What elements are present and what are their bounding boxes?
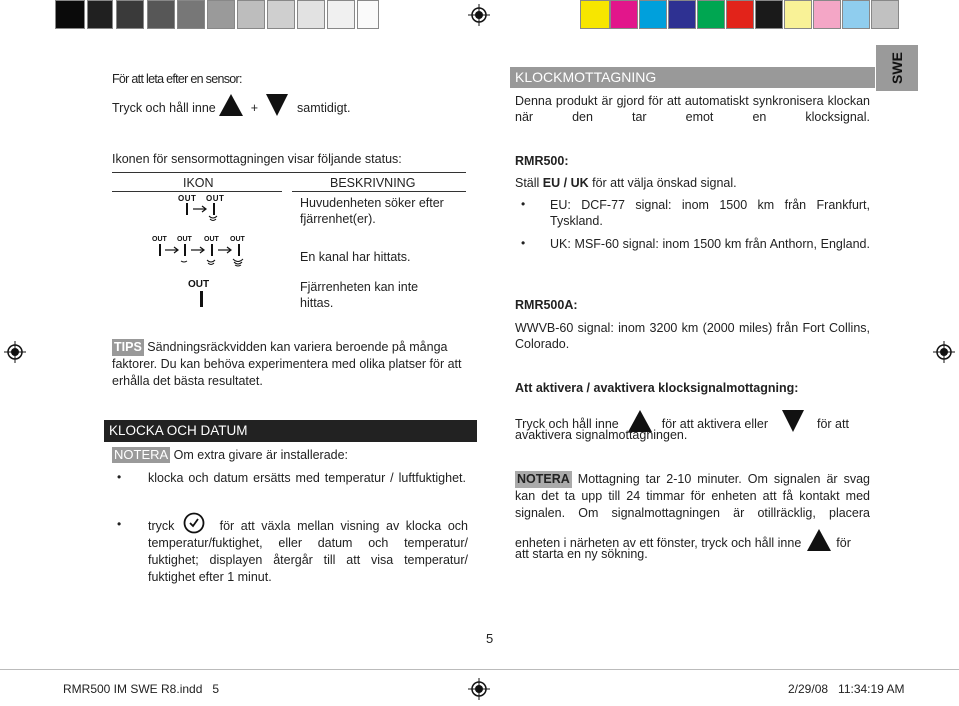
gray-swatch bbox=[87, 0, 113, 29]
language-tab-label: SWE bbox=[889, 52, 905, 84]
search-instruction-pre: Tryck och håll inne bbox=[112, 101, 216, 115]
activate-pre: Tryck och håll inne bbox=[515, 417, 619, 431]
signal-eu: EU: DCF-77 signal: inom 1500 km från Frankfurt, Tyskland. bbox=[550, 198, 870, 228]
search-heading: För att leta efter en sensor: bbox=[112, 72, 242, 86]
color-swatch bbox=[726, 0, 754, 29]
out-label: OUT bbox=[188, 279, 210, 290]
gray-swatch bbox=[267, 0, 295, 29]
out-label: OUT bbox=[178, 194, 197, 203]
out-label: OUT bbox=[152, 236, 167, 243]
color-swatch bbox=[697, 0, 725, 29]
activate-post: för att bbox=[816, 417, 849, 431]
rmr500a-text: WWVB-60 signal: inom 3200 km (2000 miles) från Fort Collins, Colorado. bbox=[515, 321, 870, 351]
table-row-description: Fjärrenheten kan inte hittas. bbox=[300, 280, 419, 310]
color-swatch bbox=[813, 0, 841, 29]
search-instruction-post: samtidigt. bbox=[297, 101, 351, 115]
clock-bullet-2 bbox=[148, 518, 468, 586]
down-arrow-button-icon bbox=[266, 94, 288, 116]
tips-paragraph bbox=[112, 339, 472, 390]
gray-swatch bbox=[237, 0, 265, 29]
clock-bullet-1: klocka och datum ersätts med temperatur / luftfuktighet. bbox=[148, 471, 466, 485]
sensor-searching-icon bbox=[176, 194, 225, 228]
signal-uk: UK: MSF-60 signal: inom 1500 km från Anthorn, England. bbox=[550, 237, 870, 251]
gray-swatch bbox=[116, 0, 144, 29]
down-arrow-button-icon bbox=[782, 410, 804, 432]
footer-rule bbox=[0, 669, 959, 670]
clock-note bbox=[112, 447, 348, 463]
table-header-rule bbox=[112, 191, 282, 192]
color-swatch bbox=[610, 0, 638, 29]
clock-button-icon bbox=[183, 512, 205, 534]
up-arrow-button-icon bbox=[219, 94, 243, 116]
registration-mark-icon bbox=[468, 4, 490, 26]
activate-line-2: avaktivera signalmottagningen. bbox=[515, 428, 688, 442]
grayscale-bar bbox=[55, 0, 380, 30]
registration-mark-icon bbox=[468, 678, 490, 700]
reception-intro: Denna produkt är gjord för att automatiskt synkronisera klockan när den tar emot en klocksignal. bbox=[515, 94, 870, 124]
rmr500a-title: RMR500A: bbox=[515, 298, 578, 312]
color-swatch bbox=[842, 0, 870, 29]
gray-swatch bbox=[55, 0, 85, 29]
gray-swatch bbox=[207, 0, 235, 29]
bullet-marker: • bbox=[117, 470, 122, 484]
clock-note-text: Om extra givare är installerade: bbox=[173, 448, 349, 462]
rmr500-instruction-pre: Ställ bbox=[515, 176, 543, 190]
note-label: NOTERA bbox=[517, 472, 570, 486]
out-label: OUT bbox=[177, 236, 192, 243]
page-number: 5 bbox=[486, 631, 494, 646]
rmr500-title: RMR500: bbox=[515, 154, 569, 168]
table-header-rule bbox=[292, 191, 466, 192]
up-arrow-button-icon bbox=[807, 529, 831, 551]
gray-swatch bbox=[297, 0, 325, 29]
rmr500-instruction-post: för att välja önskad signal. bbox=[588, 176, 737, 190]
section-heading-clock-reception: KLOCKMOTTAGNING bbox=[510, 67, 875, 88]
color-swatch bbox=[784, 0, 812, 29]
gray-swatch bbox=[327, 0, 355, 29]
status-intro: Ikonen för sensormottagningen visar följande status: bbox=[112, 152, 402, 166]
color-swatch bbox=[580, 0, 610, 29]
section-heading-clock: KLOCKA OCH DATUM bbox=[104, 420, 477, 442]
color-swatch bbox=[639, 0, 667, 29]
channel-found-icon bbox=[150, 234, 252, 270]
table-header-description: BESKRIVNING bbox=[330, 176, 416, 190]
rmr500-instruction bbox=[515, 175, 737, 191]
registration-mark-icon bbox=[4, 341, 26, 363]
table-header-icon: IKON bbox=[183, 176, 214, 190]
note-label: NOTERA bbox=[114, 447, 169, 462]
footer-date: 2/29/08 11:34:19 AM bbox=[788, 682, 905, 696]
color-swatch bbox=[755, 0, 783, 29]
remote-not-found-icon bbox=[187, 277, 215, 311]
activate-title: Att aktivera / avaktivera klocksignalmottagning: bbox=[515, 381, 799, 395]
footer-file: RMR500 IM SWE R8.indd 5 bbox=[63, 682, 220, 696]
activate-mid: för att aktivera eller bbox=[661, 417, 769, 431]
color-swatch bbox=[871, 0, 899, 29]
bullet-marker: • bbox=[117, 517, 122, 531]
color-bar bbox=[580, 0, 905, 30]
reception-note-line-5: att starta en ny sökning. bbox=[515, 547, 648, 561]
out-label: OUT bbox=[206, 194, 225, 203]
color-swatch bbox=[668, 0, 696, 29]
search-instruction bbox=[112, 94, 351, 120]
out-label: OUT bbox=[204, 236, 219, 243]
reception-note-line-4-post: för bbox=[836, 536, 851, 550]
reception-note bbox=[515, 471, 870, 522]
bullet-marker: • bbox=[521, 236, 526, 250]
table-row-description: En kanal har hittats. bbox=[300, 250, 411, 264]
rmr500-instruction-switch: EU / UK bbox=[542, 176, 589, 190]
reception-note-line-4-pre: enheten i närheten av ett fönster, tryck och håll inne bbox=[515, 536, 802, 550]
gray-swatch bbox=[357, 0, 379, 29]
table-row-description: Huvudenheten söker efter fjärrenhet(er). bbox=[300, 196, 444, 226]
reception-note-text: Mottagning tar 2-10 minuter. Om signalen är svag kan det ta upp till 24 timmar för enheten att få kontakt med signalen. Om signalmottagningen är otillräcklig, placera bbox=[515, 472, 870, 520]
clock-bullet-2-post: för att växla mellan visning av klocka och temperatur/fuktighet, eller datum och temperatur/ fuktighet; displayen återgår till att visa temperatur/ fuktighet efter 1 minut. bbox=[148, 519, 468, 584]
registration-mark-icon bbox=[933, 341, 955, 363]
plus-sign: + bbox=[250, 101, 259, 115]
table-top-rule bbox=[112, 172, 466, 173]
out-label: OUT bbox=[230, 236, 245, 243]
clock-bullet-2-pre: tryck bbox=[148, 519, 175, 533]
tips-text: Sändningsräckvidden kan variera beroende på många faktorer. Du kan behöva experimentera med olika platser för att erhålla det bästa resultatet. bbox=[112, 340, 462, 388]
tips-label: TIPS bbox=[114, 340, 142, 354]
bullet-marker: • bbox=[521, 197, 526, 211]
gray-swatch bbox=[177, 0, 205, 29]
gray-swatch bbox=[147, 0, 175, 29]
